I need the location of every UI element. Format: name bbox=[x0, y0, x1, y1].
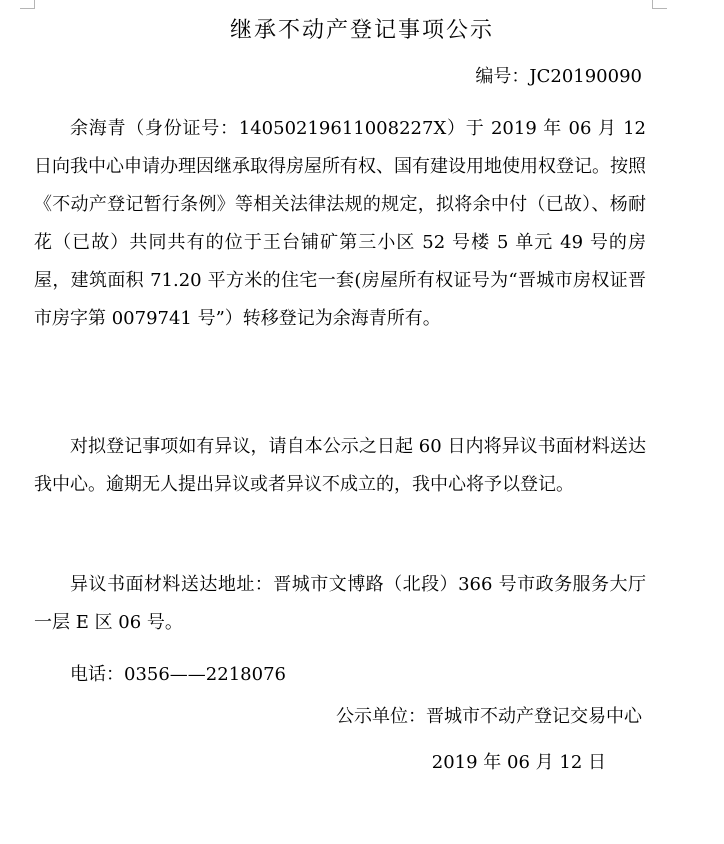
paragraph-phone-text: 电话：0356——2218076 bbox=[70, 664, 286, 685]
page-corner-mark-left bbox=[20, 0, 35, 9]
paragraph-application-text: 余海青（身份证号：14050219611008227X）于 2019 年 06 月 12 日向我中心申请办理因继承取得房屋所有权、国有建设用地使用权登记。按照《不动产登记暂行条例》等相关法律法规的规定，拟将余中付（已故）、杨耐花（已故）共同共有的位于王台铺矿第三小区 52 号楼 5 单元 49 号的房屋，建筑面积 71.20 平方米的住宅一套(房屋所有权证号为“晋城市房权证晋市房字第 0079741 号”）转移登记为余海青所有。 bbox=[34, 118, 646, 329]
page-corner-mark-right bbox=[652, 0, 667, 9]
issue-date: 2019 年 06 月 12 日 bbox=[431, 752, 606, 773]
document-number: 编号：JC20190090 bbox=[475, 66, 642, 87]
paragraph-application bbox=[34, 110, 646, 338]
document-title: 继承不动产登记事项公示 bbox=[229, 18, 494, 43]
paragraph-address-text: 异议书面材料送达地址：晋城市文博路（北段）366 号市政务服务大厅一层 E 区 06 号。 bbox=[34, 574, 646, 633]
issuing-unit: 公示单位：晋城市不动产登记交易中心 bbox=[336, 706, 642, 727]
paragraph-objection bbox=[34, 428, 646, 504]
paragraph-objection-text: 对拟登记事项如有异议，请自本公示之日起 60 日内将异议书面材料送达我中心。逾期无人提出异议或者异议不成立的，我中心将予以登记。 bbox=[34, 436, 646, 495]
paragraph-address bbox=[34, 566, 646, 642]
paragraph-phone bbox=[34, 656, 646, 694]
